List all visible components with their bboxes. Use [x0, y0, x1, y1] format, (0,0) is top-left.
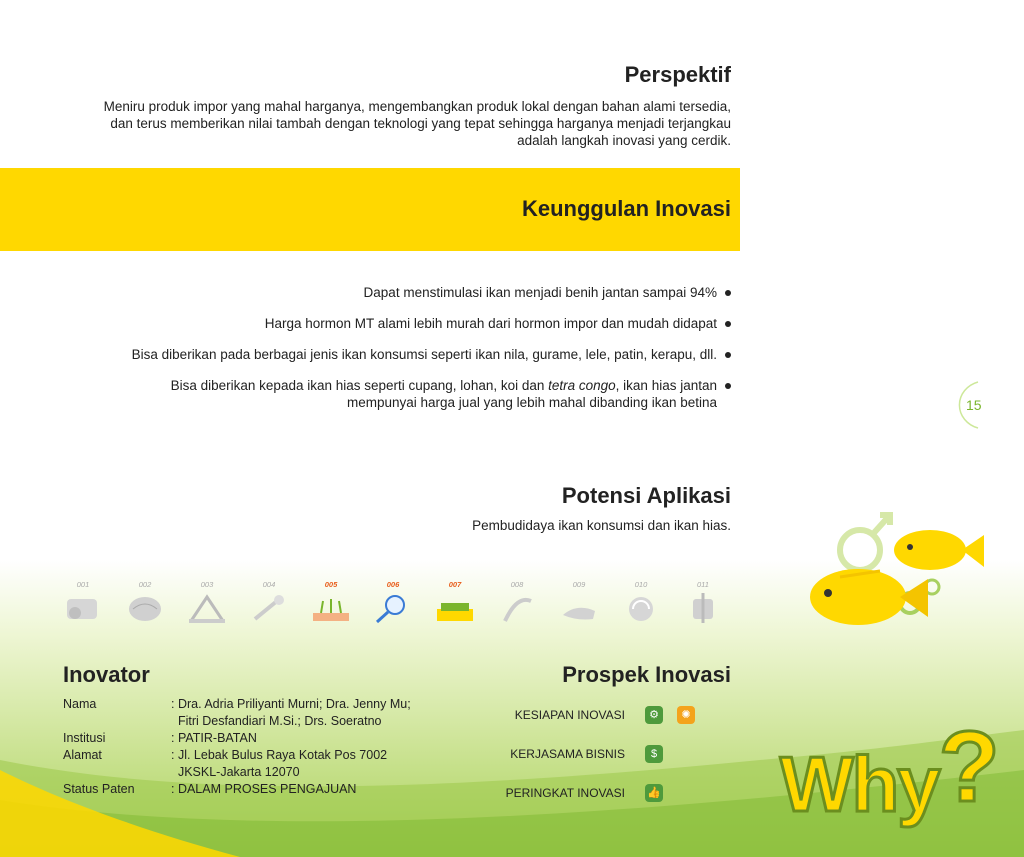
- prospek-title: Prospek Inovasi: [562, 662, 731, 687]
- fish-illustration: [800, 505, 990, 640]
- institusi-value: : PATIR-BATAN: [171, 731, 257, 745]
- inovator-info: [63, 696, 463, 798]
- why-logo: Why?: [780, 711, 998, 828]
- bullet-icon: [725, 383, 731, 389]
- perspektif-text: [31, 98, 731, 149]
- machinery-icon: 001: [58, 580, 108, 630]
- keunggulan-list: [51, 284, 731, 425]
- nama-label: Nama: [63, 697, 97, 711]
- institusi-label: Institusi: [63, 731, 106, 745]
- list-item: Bisa diberikan kepada ikan hias seperti cupang, lohan, koi dan tetra congo, ikan hias jantan mempunyai harga jual yang lebih mahal dibanding ikan betina: [51, 377, 731, 411]
- prospek-row-kerjasama: KERJASAMA BISNIS $: [470, 743, 740, 767]
- perspektif-line-1: Meniru produk impor yang mahal harganya, mengembangkan produk lokal dengan bahan alami tersedia,: [103, 99, 731, 114]
- paten-value: : DALAM PROSES PENGAJUAN: [171, 782, 357, 796]
- sun-gear-icon: ✺: [677, 706, 695, 724]
- list-item: Harga hormon MT alami lebih murah dari hormon impor dan mudah didapat: [51, 315, 731, 332]
- keunggulan-title: Keunggulan Inovasi: [521, 196, 731, 221]
- prospek-row-kesiapan: KESIAPAN INOVASI ⚙ ✺: [470, 704, 740, 728]
- hand-icon: 009: [554, 580, 604, 630]
- money-bag-icon: $: [645, 745, 663, 763]
- category-icon-row: [58, 580, 738, 630]
- perspektif-title: Perspektif: [624, 62, 731, 87]
- potensi-title: Potensi Aplikasi: [561, 483, 731, 508]
- thumbs-up-icon: 👍: [645, 784, 663, 802]
- tools-icon: 011: [678, 580, 728, 630]
- brain-icon: 002: [120, 580, 170, 630]
- bullet-icon: [725, 321, 731, 327]
- energy-icon: 004: [244, 580, 294, 630]
- farming-icon: 007: [430, 580, 480, 630]
- list-item: Dapat menstimulasi ikan menjadi benih jantan sampai 94%: [51, 284, 731, 301]
- potensi-text: Pembudidaya ikan konsumsi dan ikan hias.: [472, 518, 731, 533]
- crane-icon: 003: [182, 580, 232, 630]
- page-number: 15: [966, 397, 982, 413]
- magnifier-icon: 006: [368, 580, 418, 630]
- prospek-row-peringkat: PERINGKAT INOVASI 👍: [470, 782, 740, 806]
- bullet-icon: [725, 290, 731, 296]
- perspektif-line-2: dan terus memberikan nilai tambah dengan teknologi yang tepat sehingga harganya menjadi terjangkau: [110, 116, 731, 131]
- agriculture-icon: 005: [306, 580, 356, 630]
- gear-icon: ⚙: [645, 706, 663, 724]
- bullet-icon: [725, 352, 731, 358]
- nama-value: : Dra. Adria Priliyanti Murni; Dra. Jenny Mu; Fitri Desfandiari M.Si.; Drs. Soeratno: [171, 697, 411, 728]
- inovator-title: Inovator: [63, 662, 150, 687]
- perspektif-line-3: adalah langkah inovasi yang cerdik.: [517, 133, 731, 148]
- alamat-label: Alamat: [63, 748, 102, 762]
- paten-label: Status Paten: [63, 782, 135, 796]
- plant-icon: 008: [492, 580, 542, 630]
- alamat-value: : Jl. Lebak Bulus Raya Kotak Pos 7002 JKSKL-Jakarta 12070: [171, 748, 388, 779]
- list-item: Bisa diberikan pada berbagai jenis ikan konsumsi seperti ikan nila, gurame, lele, patin, kerapu, dll.: [51, 346, 731, 363]
- recycle-icon: 010: [616, 580, 666, 630]
